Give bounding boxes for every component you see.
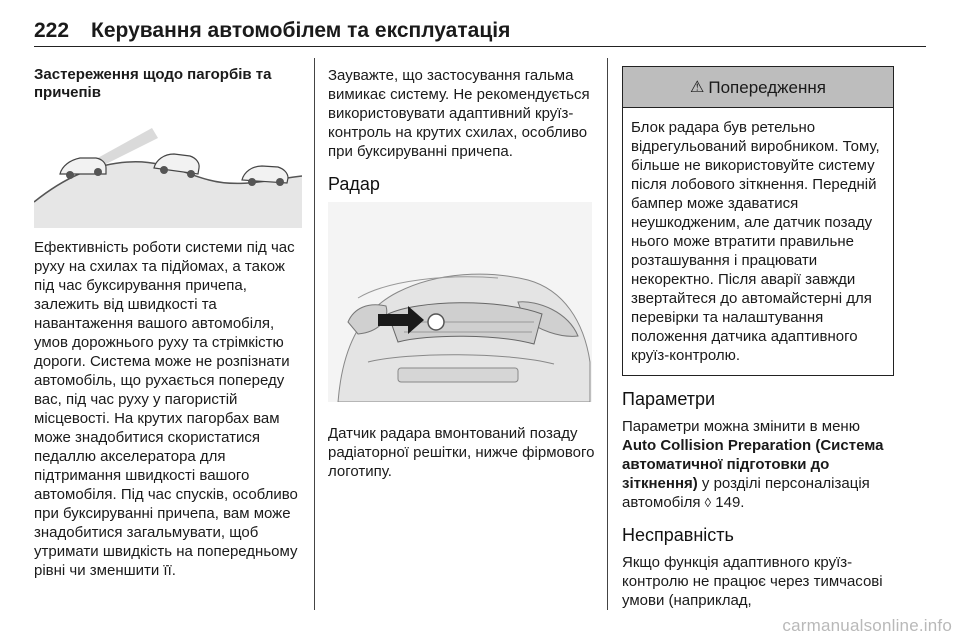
page-number: 222 <box>34 19 70 42</box>
column-left <box>34 66 302 580</box>
fault-text: Якщо функція адаптивного круїз-контролю не працює через тимчасові умови (наприклад, <box>622 554 883 609</box>
page-ref-icon: ◊ <box>704 495 712 510</box>
hills-trailer-subheading: Застереження щодо пагорбів та причепів <box>34 66 272 101</box>
radar-location-illustration <box>328 202 592 402</box>
params-heading: Параметри <box>622 389 716 409</box>
warning-box <box>622 66 894 376</box>
column-divider <box>314 58 315 610</box>
logo-icon <box>428 314 444 330</box>
warning-title: Попередження <box>708 77 826 97</box>
params-text-part: у розділі персоналізація автомобіля <box>622 475 870 511</box>
warning-header <box>623 67 893 108</box>
column-middle <box>328 66 596 481</box>
fault-heading: Несправність <box>622 525 734 545</box>
page-ref-number[interactable]: 149. <box>715 494 745 511</box>
brake-note-text: Зауважте, що застосування гальма вимикає систему. Не рекомендується використовувати адаптивний круїз-контроль на крутих схилах, особливо при буксируванні причепа. <box>328 67 590 160</box>
page-header <box>34 12 926 47</box>
params-text-part: Параметри можна змінити в меню <box>622 418 860 435</box>
column-right <box>622 66 894 610</box>
warning-body: Блок радара був ретельно відрегульований виробником. Тому, більше не використовуйте систему після лобового зіткнення. Передній бампер може здаватися неушкодженим, але датчик позаду нього може втратити правильне розташування і працювати некоректно. Після аварії завжди звертайтеся до автомайстерні для перевірки та налаштування положення датчика адаптивного круїз-контролю. <box>631 119 880 364</box>
warning-triangle-icon: ⚠ <box>690 78 705 96</box>
watermark: carmanualsonline.info <box>782 616 952 635</box>
page-title: Керування автомобілем та експлуатація <box>91 19 511 42</box>
params-text <box>622 417 894 512</box>
menu-name: Auto Collision Preparation (Система автоматичної підготовки до зіткнення) <box>622 437 884 492</box>
hills-illustration <box>34 108 302 228</box>
column-divider <box>607 58 608 610</box>
radar-heading: Радар <box>328 174 380 194</box>
hills-body-text: Ефективність роботи системи під час руху на схилах та підйомах, а також під час буксирування причепа, залежить від швидкості та навантаження вашого автомобіля, умов дорожнього руху та стрімкістю дороги. Система може не розпізнати автомобіль, що рухається попереду вас, під час руху у пагористій місцевості. На крутих пагорбах вам може знадобитися скористатися педаллю акселератора для підтримання швидкості вашого автомобіля. Під час спусків, особливо при буксируванні причепа, вам може знадобитися загальмувати, щоб утримати швидкість на попередньому рівні чи зменшити її. <box>34 239 298 579</box>
radar-caption: Датчик радара вмонтований позаду радіаторної решітки, нижче фірмового логотипу. <box>328 425 595 480</box>
